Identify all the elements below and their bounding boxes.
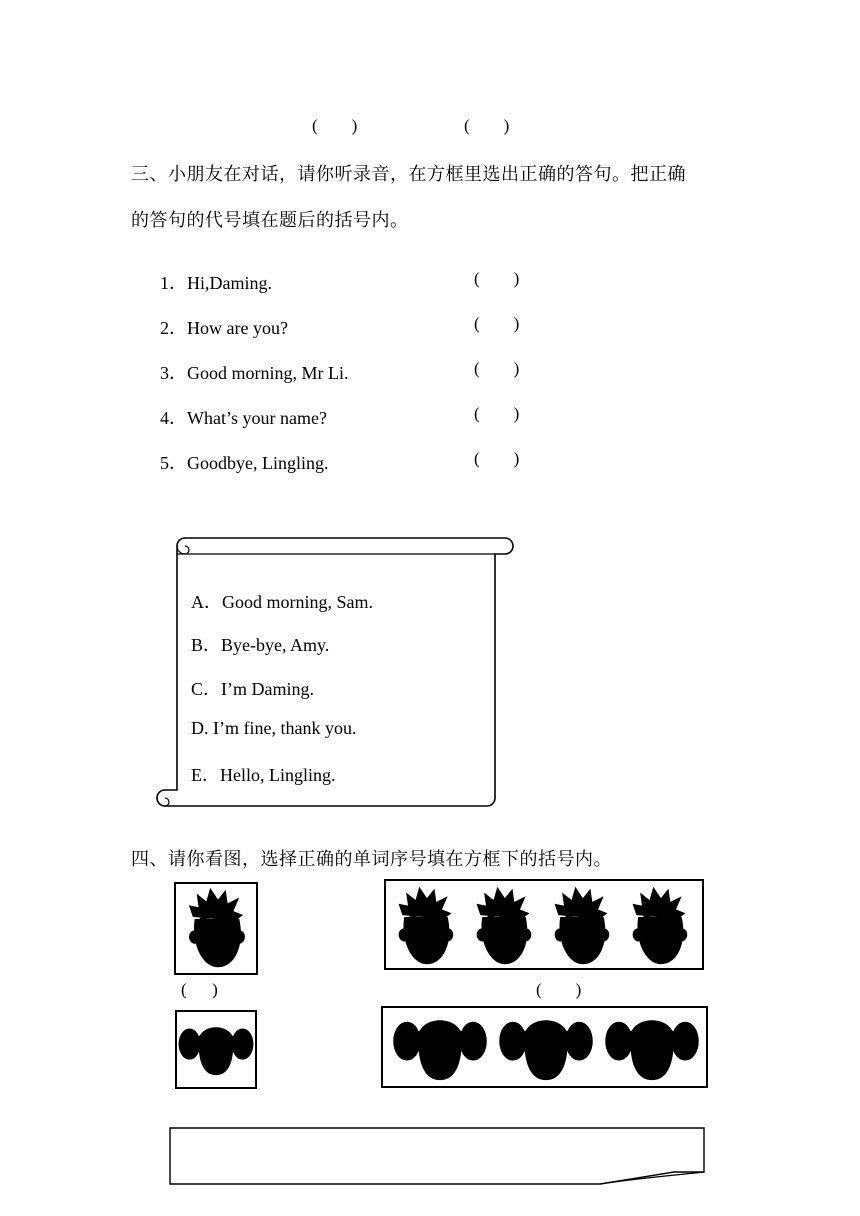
question-3: 3．Good morning, Mr Li. xyxy=(160,363,349,383)
answer-paren-boys[interactable]: ( ) xyxy=(536,980,582,999)
top-paren-2: ( ) xyxy=(464,116,510,135)
option-c: C．I’m Daming. xyxy=(191,679,314,699)
answer-paren-1[interactable]: ( ) xyxy=(474,269,520,288)
answer-paren-3[interactable]: ( ) xyxy=(474,359,520,378)
boy-face-icon xyxy=(176,884,256,973)
option-a: A．Good morning, Sam. xyxy=(191,592,373,612)
picture-box-three-girls xyxy=(381,1006,708,1088)
section3-title-line2: 的答句的代号填在题后的括号内。 xyxy=(131,210,409,231)
option-b: B．Bye-bye, Amy. xyxy=(191,635,330,655)
boy-face-icon xyxy=(544,883,618,968)
girl-face-icon xyxy=(177,1012,255,1087)
top-paren-1: ( ) xyxy=(312,116,358,135)
section4-title: 四、请你看图，选择正确的单词序号填在方框下的括号内。 xyxy=(131,849,612,870)
answer-paren-boy[interactable]: ( ) xyxy=(181,980,218,999)
picture-box-one-boy xyxy=(174,882,258,975)
boy-face-icon xyxy=(388,883,462,968)
boy-face-icon xyxy=(466,883,540,968)
picture-box-four-boys xyxy=(384,879,704,970)
option-d: D. I’m fine, thank you. xyxy=(191,718,357,738)
girl-face-icon xyxy=(495,1010,597,1086)
question-5: 5．Goodbye, Lingling. xyxy=(160,453,329,473)
girl-face-icon xyxy=(601,1010,703,1086)
question-4: 4．What’s your name? xyxy=(160,408,327,428)
boy-face-icon xyxy=(622,883,696,968)
question-1: 1．Hi,Daming. xyxy=(160,273,272,293)
answer-paren-5[interactable]: ( ) xyxy=(474,449,520,468)
picture-box-one-girl xyxy=(175,1010,257,1089)
section3-title-line1: 三、小朋友在对话，请你听录音，在方框里选出正确的答句。把正确 xyxy=(131,164,686,185)
girl-face-icon xyxy=(389,1010,491,1086)
answer-paren-2[interactable]: ( ) xyxy=(474,314,520,333)
word-choice-box xyxy=(168,1126,710,1188)
question-2: 2．How are you? xyxy=(160,318,288,338)
option-e: E．Hello, Lingling. xyxy=(191,765,336,785)
answer-paren-4[interactable]: ( ) xyxy=(474,404,520,423)
